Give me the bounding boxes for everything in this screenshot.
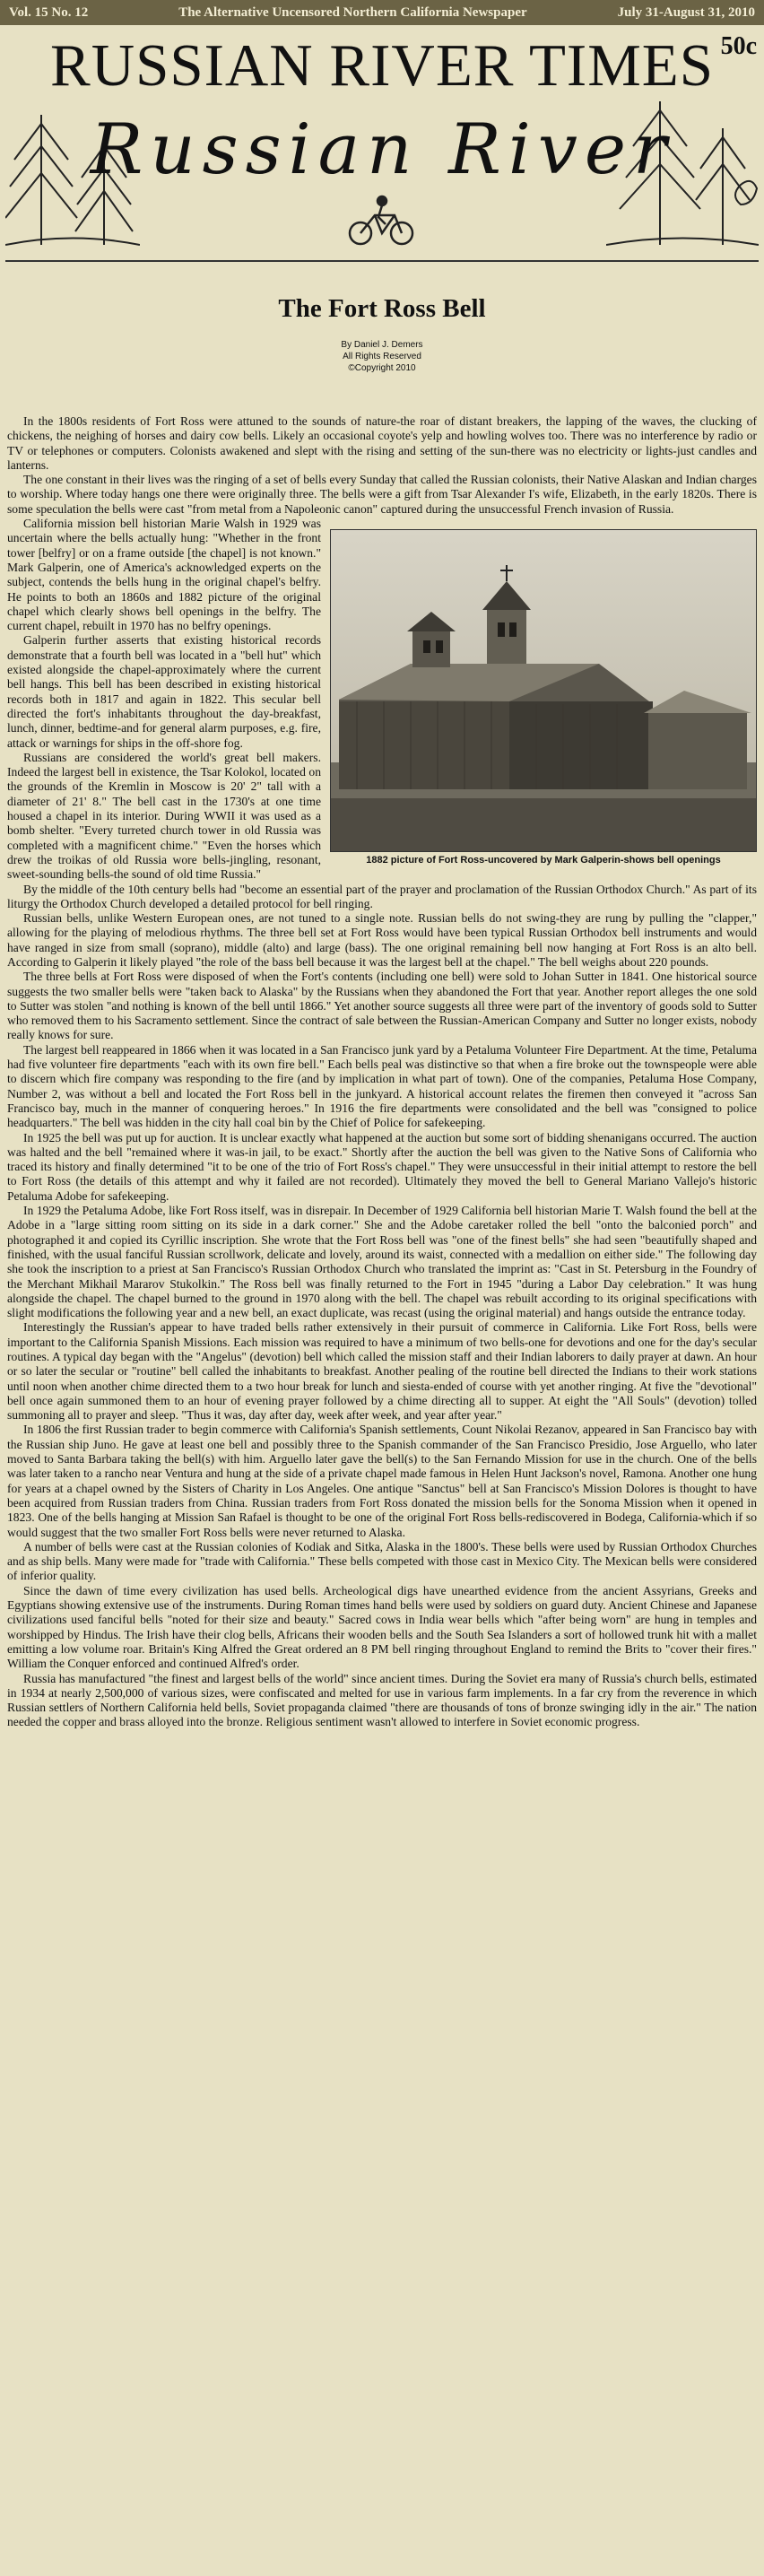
article-headline: The Fort Ross Bell: [278, 294, 486, 323]
article-paragraph: California mission bell historian Marie Walsh in 1929 was uncertain where the bells actually hung: "Whether in the front tower [belfry] or on a frame outside [the chapel] is not known." Mark Galperin, one of America's acknowledged experts on the subject, contends the bells hung in the original chapel's belfry. He points to both an 1860s and 1882 picture of the original chapel which clearly shows bell openings in the belfry. The current chapel, rebuilt in 1970 has no belfry openings.: [7, 517, 321, 633]
article-paragraph: Russia has manufactured "the finest and largest bells of the world" since ancient times. During the Soviet era many of Russia's church bells, estimated in 1934 at nearly 2,500,000 of various sizes, were confiscated and melted for use in various farm implements. In a far cry from the reverence in which Russian settlers of Northern California held bells, Soviet propaganda claimed "there are thousands of tons of bronze swinging idly in the air." The nation needed the copper and brass alloyed into the bronze. Religious sentiment wasn't allowed to interfere in Soviet economic progress.: [7, 1671, 757, 1729]
fort-ross-photo: [330, 529, 757, 866]
article-paragraph: By the middle of the 10th century bells had "become an essential part of the prayer and proclamation of the Russian Orthodox Church." As part of its liturgy the Orthodox Church developed a detailed protocol for bell ringing.: [7, 882, 757, 910]
article-paragraph: In 1925 the bell was put up for auction. It is unclear exactly what happened at the auction but some sort of bidding shenanigans occurred. The auction was halted and the bell "remained where it was-in jail, to be exact." Shortly after the auction the bell was given to the Native Sons of California who traced its history and finally determined "it to be one of the trio of Fort Ross's chapel." They were unsuccessful in their initial attempt to restore the bell to Fort Ross (the details of this attempt and why it failed are not recorded). Ultimately they moved the bell to General Mariano Vallejo's historic Petaluma Adobe for safekeeping.: [7, 1130, 757, 1203]
article-paragraph: Russians are considered the world's great bell makers. Indeed the largest bell in existence, the Tsar Kolokol, located on the grounds of the Kremlin in Moscow is 20' 2" tall with a diameter of 21' 8." The bell cast in the 1730's at one time housed a chapel in its interior. During WWII it was used as a bomb shelter. "Every turreted church tower in old Russia was completed with a magnificent chime." "Even the horses which drew the troikas of old Russia wore bells-jingling, resonant, sweet-sounding bells-the sound of old time Russia.": [7, 750, 321, 882]
article-paragraph: The largest bell reappeared in 1866 when it was located in a San Francisco junk yard by a Petaluma Volunteer Fire Department. At the time, Petaluma had five volunteer fire departments "each with its own fire bell." Each bells peal was distinctive so that when a fire broke out the townspeople were able to discern which fire company was responding to the fire (and by implication in what part of town). One of the companies, Petaluma Hose Company, Number 2, was without a bell and located the Fort Ross bell in the junkyard. A historical account relates the firemen then conveyed it "across San Francisco bay, much in the manner of conquering heroes." In 1916 the fire departments were consolidated and the bell was "consigned to police headquarters." The bell was hidden in the city hall coal bin by the Chief of Police for safekeeping.: [7, 1042, 757, 1130]
article-paragraph: A number of bells were cast at the Russian colonies of Kodiak and Sitka, Alaska in the 1800's. These bells were used by Russian Orthodox Churches and as ship bells. Many were made for "trade with California." These bells competed with those cast in Mexico City. The Mexican bells were considered of inferior quality.: [7, 1539, 757, 1583]
masthead-script-title: Russian River: [90, 109, 674, 190]
article-paragraph: The three bells at Fort Ross were disposed of when the Fort's contents (including one bell) were sold to Johan Sutter in 1841. One historical source suggests the two smaller bells were "taken back to Alaska" by the Russians when they abandoned the Fort that year. Another report alleges the one sold to Sutter was stolen "and nothing is known of the bell until 1866." Yet another source suggests all three were part of the inventory of goods sold to Sutter who removed them to his Sacramento settlement. Since the contract of sale between the Russian-American Company and Sutter no longer exists, nobody really knows for sure.: [7, 970, 757, 1042]
photo-caption: 1882 picture of Fort Ross-uncovered by Mark Galperin-shows bell openings: [366, 855, 721, 866]
bicycle-rider-icon: [346, 194, 418, 248]
byline-author: By Daniel J. Demers: [341, 340, 423, 350]
article-paragraph: Interestingly the Russian's appear to have traded bells rather extensively in their pursuit of commerce in California. Like Fort Ross, bells were important to the California Spanish Missions. Each mission was required to have a minimum of two bells-one for devotions and one for the day's secular routines. A typical day began with the "Angelus" (devotion) bell which called the mission staff and their Indian laborers to daily prayer at dawn. An hour or so later the secular or "routine" bell called the inhabitants to breakfast. Another pealing of the routine bell directed the Indians to their work stations until noon when another chime directed them to a two hour break for lunch and siesta-ended of course with yet another ringing. At five the "devotional" bell once again summoned them to an hour of evening prayer followed by a chime directing all to supper. At eight the "All Souls" (devotion) tolled summoning all to prayer and sleep. "Thus it was, day after day, week after week, and year after year.": [7, 1320, 757, 1423]
fort-ross-chapel-image: [330, 529, 757, 852]
article-paragraph: Since the dawn of time every civilization has used bells. Archeological digs have unearthed evidence from the ancient Assyrians, Greeks and Egyptians showing extensive use of the instruments. During Roman times hand bells were used by soldiers on guard duty. Ancient Chinese and Japanese civilizations used fanciful bells "noted for their size and beauty." Sacred cows in India wear bells which "after being worn" are hung in temples and worshipped by Hindus. The Irish have their clog bells, Africans their wooden bells and the South Sea Islanders a sort of hollowed trunk hit with a mallet emitting a low volume roar. Britain's King Alfred the Great ordered an 8 PM bell ringing throughout England to remind the Brits to "cover their fires." William the Conquer enforced and continued Alfred's order.: [7, 1583, 757, 1671]
byline-copyright: ©Copyright 2010: [348, 363, 416, 373]
issue-number: Vol. 15 No. 12: [9, 4, 89, 20]
article-paragraph: In 1806 the first Russian trader to begin commerce with California's Spanish settlements, Count Nikolai Rezanov, appeared in San Francisco bay with the Russian ship Juno. He gave at least one bell and possibly three to the Spanish commander of the San Francisco Presidio, Jose Arguello, who later moved to Santa Barbara taking the bell(s) with him. Arguello later gave the bell(s) to the San Fernando Mission for use in the church. One of the bells was later taken to a rancho near Ventura and hung at the side of a private chapel made famous in Helen Hunt Jackson's novel, Ramona. Another one hung for years at a chapel owned by the Sisters of Charity in Los Angeles. One antique "Sanctus" bell at San Francisco's Mission Dolores is thought to have been acquired from Russian traders from China. Russian traders from Fort Ross donated the mission bells for the Sonoma Mission when it opened in 1823. One of the bells hanging at Mission San Rafael is thought to be one of the original Fort Ross bells-rediscovered in Bodega, California-which if so would suggest that the two smaller Fort Ross bells were never returned to Alaska.: [7, 1423, 757, 1539]
masthead-rule: [5, 260, 759, 262]
article-byline: [0, 339, 764, 374]
article-paragraph: In the 1800s residents of Fort Ross were attuned to the sounds of nature-the roar of distant breakers, the lapping of the waves, the clucking of chickens, the neighing of horses and dairy cow bells. Likely an occasional coyote's yelp and howling wolves too. There was no interference by radio or TV or telephones or computers. Colonists awakened and slept with the rising and setting of the sun-there was no electricity or lights-just candles and lanterns.: [7, 414, 757, 472]
article-body: [7, 414, 757, 1730]
issue-date: July 31-August 31, 2010: [617, 4, 755, 20]
article-paragraph: In 1929 the Petaluma Adobe, like Fort Ross itself, was in disrepair. In December of 1929 California bell historian Marie T. Walsh found the bell at the Adobe in a "large sitting room sitting on its side in a dark corner." She and the Adobe caretaker rolled the bell "onto the balconied porch" and photographed it and copied its Cyrillic inscription. She wrote that the Fort Ross bell was "one of the finest bells" she had seen "beautifully shaped and finished, with the usual fanciful Russian scrollwork, delicate and lovely, around its waist, connected with a medallion on either side." The following day she took the inscription to a priest at San Francisco's Russian Orthodox Church who translated the imprint as: "Cast in St. Petersburg in the Foundry of the Merchant Mikhail Mararov Stukolkin." The Ross bell was finally returned to the Fort in 1945 "during a Labor Day celebration." It was hung alongside the chapel. The chapel burned to the ground in 1970 along with the bell. The chapel was rebuilt according to its original specifications with slight modifications the following year and a new bell, an exact duplicate, was recast (using the original material) and hangs outside the entrance today.: [7, 1204, 757, 1320]
article-paragraph: The one constant in their lives was the ringing of a set of bells every Sunday that called the Russian colonists, their Native Alaskan and Indian charges to worship. Where today hangs one there were originally three. The bells were a gift from Tsar Alexander I's wife, Elizabeth, in the early 1820s. There is some speculation the bells were cast "from metal from a Napoleonic canon" captured during the unsuccessful French invasion of Russia.: [7, 473, 757, 516]
byline-rights: All Rights Reserved: [343, 352, 421, 361]
masthead-topbar: [0, 0, 764, 25]
newspaper-tagline: The Alternative Uncensored Northern California Newspaper: [178, 4, 527, 20]
masthead: [0, 25, 764, 240]
article-paragraph: Russian bells, unlike Western European ones, are not tuned to a single note. Russian bells do not swing-they are rung by pulling the "clapper," allowing for the playing of melodious rhythms. The three bell set at Fort Ross would have been typical Russian Orthodox bell instruments and would have ranged in size from small (soprano), middle (alto) and large (bass). The one original remaining bell now hanging at Fort Ross is an alto bell. According to Galperin it likely played "the role of the bass bell because it was the largest bell at the chapel." The bell weighs about 220 pounds.: [7, 911, 757, 969]
article-paragraph: Galperin further asserts that existing historical records demonstrate that a fourth bell was located in a "bell hut" which existed alongside the chapel-approximately where the current bell hangs. This bell has been described in existing historical records both in 1817 and again in 1822. This secular bell directed the fort's inhabitants throughout the day-breakfast, lunch, dinner, bedtime-and for general alarm purposes, e.g. fire, attack or warnings for ships in the off-shore fog.: [7, 633, 321, 750]
cover-price: 50c: [720, 32, 757, 60]
masthead-title: RUSSIAN RIVER TIMES: [50, 32, 714, 99]
